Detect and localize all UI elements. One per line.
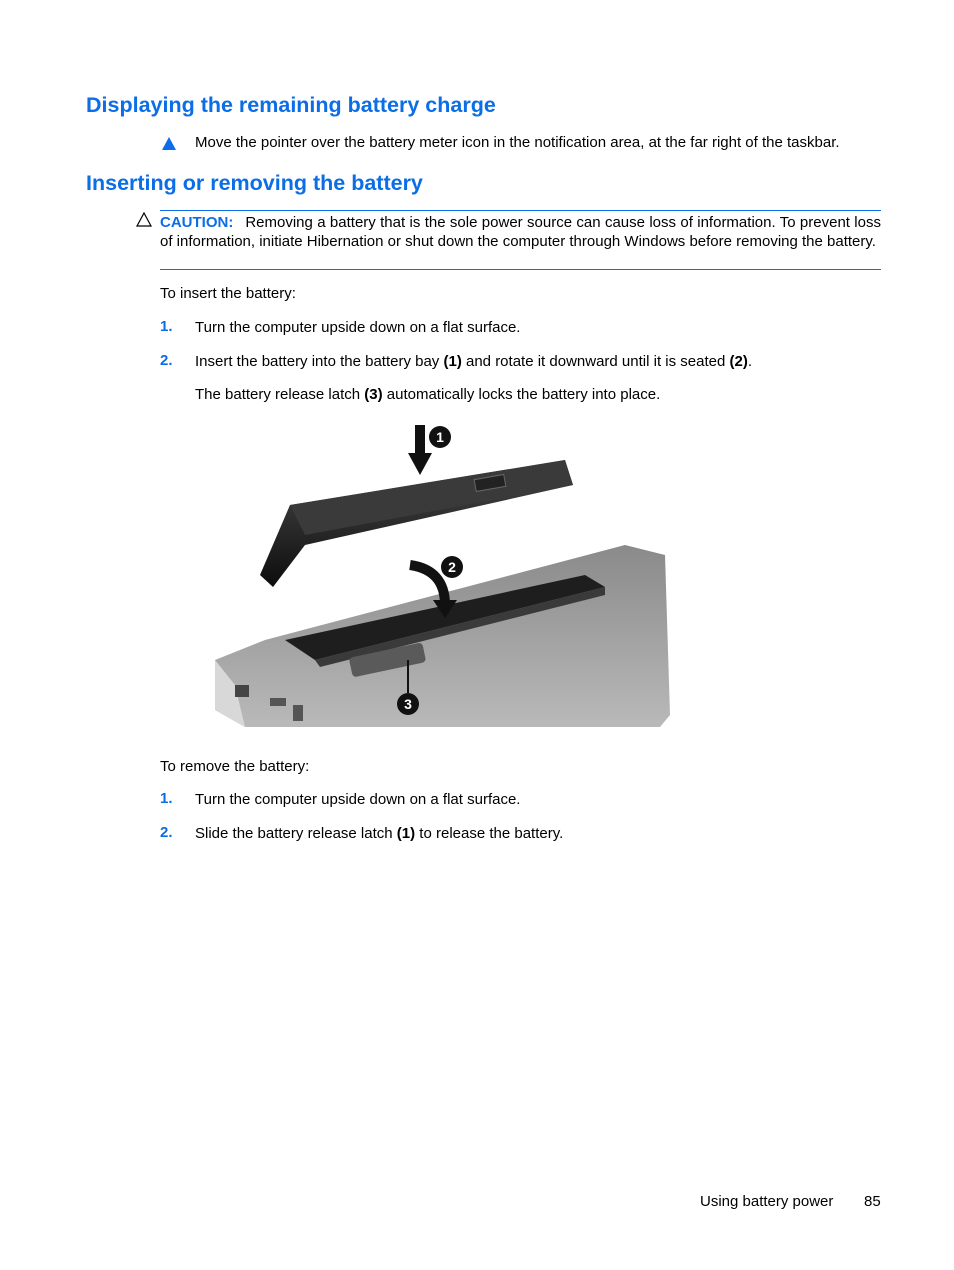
heading-inserting-removing-battery: Inserting or removing the battery: [86, 171, 423, 195]
remove-intro: To remove the battery:: [160, 758, 310, 775]
bullet-text: Move the pointer over the battery meter icon in the notification area, at the far right of the taskbar.: [195, 134, 840, 151]
callout-2-label: 2: [448, 559, 456, 575]
insert-intro: To insert the battery:: [160, 285, 296, 302]
callout-ref-remove-1: (1): [396, 825, 416, 842]
remove-step-1-number: 1.: [160, 790, 173, 807]
bullet-triangle-icon: [162, 137, 176, 150]
footer-page-number: 85: [864, 1193, 881, 1210]
insert-step-1-number: 1.: [160, 318, 173, 335]
heading-displaying-battery-charge: Displaying the remaining battery charge: [86, 93, 496, 117]
callout-1-label: 1: [436, 429, 444, 445]
caution-text: [160, 213, 881, 251]
callout-ref-1: (1): [443, 353, 462, 370]
remove-step-2-number: 2.: [160, 824, 173, 841]
caution-triangle-icon: [136, 212, 152, 227]
arrow-down-icon: [408, 453, 432, 475]
insert-step-1-text: Turn the computer upside down on a flat surface.: [195, 319, 521, 336]
footer-section-title: Using battery power: [700, 1193, 834, 1210]
caution-body: Removing a battery that is the sole power source can cause loss of information. To prevent loss of information, initiate Hibernation or shut down the computer through Windows before removing the battery.: [160, 214, 881, 250]
remove-step-1-text: Turn the computer upside down on a flat surface.: [195, 791, 521, 808]
battery-illustration: [205, 415, 675, 735]
callout-ref-3: (3): [364, 386, 383, 403]
insert-step-2-number: 2.: [160, 352, 173, 369]
caution-label: CAUTION:: [160, 214, 234, 231]
latch-note: The battery release latch (3) automatically locks the battery into place.: [195, 386, 661, 403]
remove-step-2-text: Slide the battery release latch (1) to release the battery.: [195, 825, 564, 842]
callout-3-label: 3: [404, 696, 412, 712]
callout-ref-2: (2): [729, 353, 748, 370]
caution-box: [160, 210, 881, 270]
insert-step-2-text: Insert the battery into the battery bay (1) and rotate it downward until it is seated (2).: [195, 353, 752, 370]
